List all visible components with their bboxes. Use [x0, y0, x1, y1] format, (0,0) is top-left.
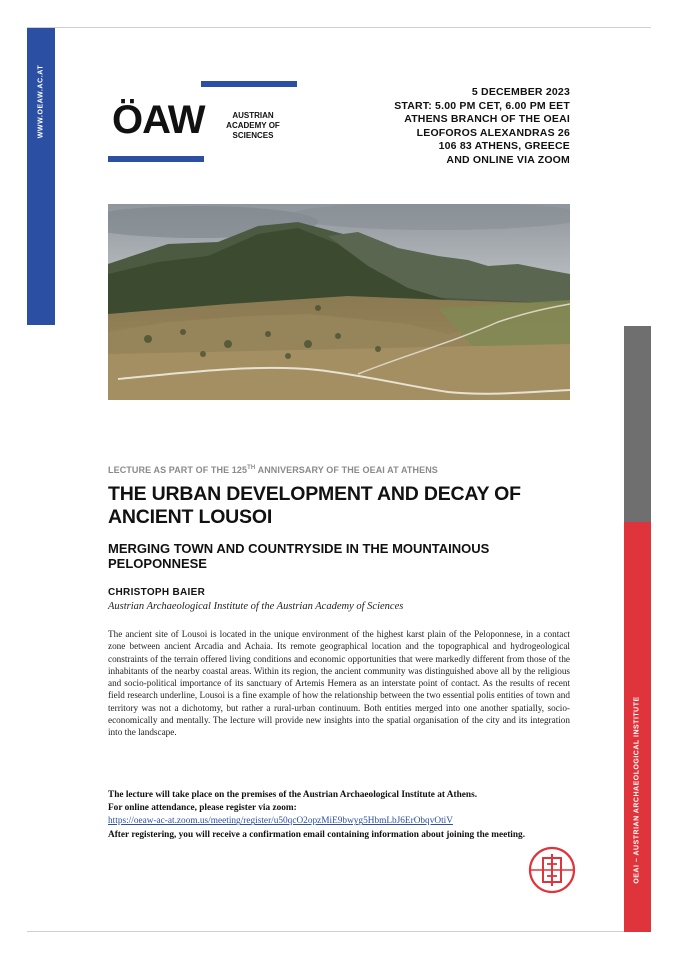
kicker-text-end: ANNIVERSARY OF THE OEAI AT ATHENS	[255, 465, 438, 475]
logo-subtitle	[222, 111, 284, 141]
oeai-emblem-icon	[526, 844, 578, 896]
event-venue: ATHENS BRANCH OF THE OEAI	[404, 113, 570, 126]
logo-subtitle-line: ACADEMY OF	[226, 121, 280, 130]
venue-note: The lecture will take place on the premises of the Austrian Archaeological Institute at Athens.	[108, 790, 478, 800]
institute-vertical-text: OEAI – AUSTRIAN ARCHAEOLOGICAL INSTITUTE	[633, 696, 641, 884]
oeaw-logo: ÖAW	[112, 98, 205, 142]
kicker-text: LECTURE AS PART OF THE 125	[108, 465, 248, 475]
lecture-kicker	[108, 465, 438, 475]
online-note: For online attendance, please register via zoom:	[108, 803, 297, 814]
attendance-notes	[108, 789, 578, 842]
logo-subtitle-line: SCIENCES	[232, 131, 274, 140]
speaker-name: CHRISTOPH BAIER	[108, 587, 206, 598]
event-online: AND ONLINE VIA ZOOM	[446, 153, 570, 166]
event-city: 106 83 ATHENS, GREECE	[438, 140, 570, 153]
event-time: START: 5.00 PM CET, 6.00 PM EET	[394, 99, 570, 112]
abstract-paragraph: The ancient site of Lousoi is located in the unique environment of the highest karst plain of the Peloponnese, in a contact zone between ancient Arcadia and Achaia. Its remote geographical location and the topographical and hydrogeological constraints of the terrain offered living conditions and economic opportunities that were markedly different from those of the inhabitants of the nearby coastal areas. Within its region, the ancient community was distinguished above all by the religious and socio-political importance of its sanctuary of Artemis Hemera as an interstate point of contact. As the results of recent field research underline, Lousoi is a fine example of how the relationship between the two essential polis entities of town and territory was not a dichotomy, but rather a rural-urban continuum. Both entities merged into one another spatially, socio-economically and mentally. The lecture will provide new insights into the spatial organisation of the city and its integration into the landscape.	[108, 629, 570, 738]
website-text: WWW.OEAW.AC.AT	[37, 64, 45, 139]
event-date: 5 DECEMBER 2023	[471, 86, 570, 98]
event-street: LEOFOROS ALEXANDRAS 26	[416, 126, 570, 139]
bottom-rule	[27, 931, 651, 932]
top-rule	[27, 27, 651, 28]
logo-bar-bottom	[108, 156, 204, 162]
speaker-affiliation: Austrian Archaeological Institute of the Austrian Academy of Sciences	[108, 601, 404, 612]
logo-subtitle-line: AUSTRIAN	[232, 111, 274, 120]
zoom-registration-link[interactable]: https://oeaw-ac-at.zoom.us/meeting/register/u50qcO2opzMiE9bwyg5HbmLbJ6ErObqvOtiV	[108, 816, 453, 827]
lecture-subtitle: MERGING TOWN AND COUNTRYSIDE IN THE MOUNTAINOUS PELOPONNESE	[108, 541, 490, 571]
left-sidebar-band	[27, 28, 55, 325]
kicker-superscript: TH	[247, 465, 256, 471]
right-grey-band	[624, 326, 651, 522]
logo-bar-top	[201, 81, 297, 87]
confirmation-note: After registering, you will receive a confirmation email containing information about joining the meeting.	[108, 829, 526, 840]
event-info	[394, 86, 570, 168]
landscape-photo	[108, 204, 570, 400]
lecture-title: THE URBAN DEVELOPMENT AND DECAY OF ANCIENT LOUSOI	[108, 483, 521, 528]
